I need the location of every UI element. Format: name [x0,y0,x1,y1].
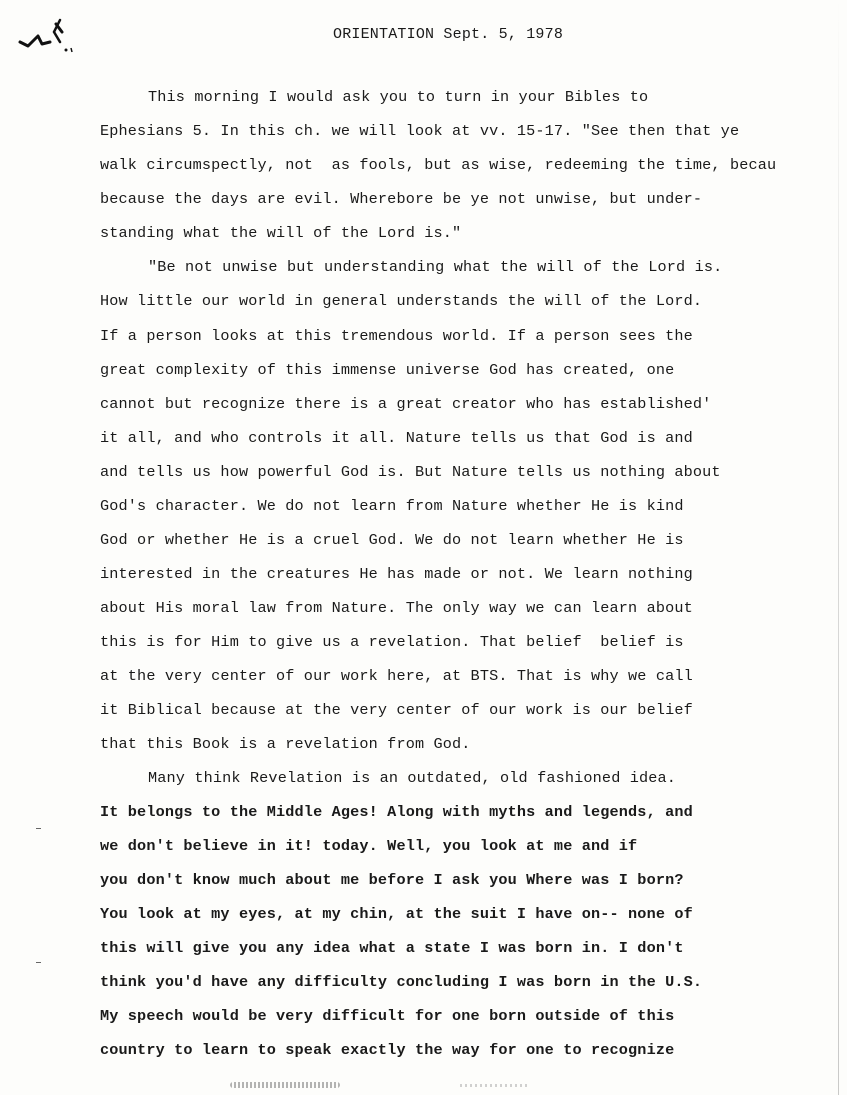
margin-mark [36,828,41,829]
text-line: standing what the will of the Lord is." [100,224,462,242]
text-line: If a person looks at this tremendous world. If a person sees the [100,327,693,345]
text-line: cannot but recognize there is a great creator who has established' [100,395,712,413]
text-line: It belongs to the Middle Ages! Along with myths and legends, and [100,803,693,821]
text-line: it Biblical because at the very center of our work is our belief [100,701,693,719]
text-line: country to learn to speak exactly the way for one to recognize [100,1041,675,1059]
text-line: My speech would be very difficult for one born outside of this [100,1007,675,1025]
text-line: and tells us how powerful God is. But Nature tells us nothing about [100,463,721,481]
scan-smudge [230,1082,340,1088]
text-line: walk circumspectly, not as fools, but as wise, redeeming the time, becau [100,156,777,174]
page-edge-shadow [838,0,839,1095]
scan-smudge [460,1084,530,1087]
text-line: You look at my eyes, at my chin, at the suit I have on-- none of [100,905,693,923]
text-line: God's character. We do not learn from Nature whether He is kind [100,497,684,515]
text-line: God or whether He is a cruel God. We do not learn whether He is [100,531,684,549]
text-line: it all, and who controls it all. Nature tells us that God is and [100,429,693,447]
page-title: ORIENTATION Sept. 5, 1978 [333,26,564,43]
text-line: this will give you any idea what a state I was born in. I don't [100,939,684,957]
text-line: that this Book is a revelation from God. [100,735,471,753]
text-line: about His moral law from Nature. The only way we can learn about [100,599,693,617]
text-line: Many think Revelation is an outdated, old fashioned idea. [148,769,677,787]
margin-mark [36,962,41,963]
text-line: interested in the creatures He has made or not. We learn nothing [100,565,693,583]
text-line: this is for Him to give us a revelation. That belief belief is [100,633,684,651]
text-line: we don't believe in it! today. Well, you look at me and if [100,837,638,855]
text-line: How little our world in general understands the will of the Lord. [100,292,703,310]
text-line: because the days are evil. Wherebore be ye not unwise, but under- [100,190,703,208]
text-line: at the very center of our work here, at BTS. That is why we call [100,667,693,685]
text-line: "Be not unwise but understanding what the will of the Lord is. [148,258,723,276]
text-line: think you'd have any difficulty concluding I was born in the U.S. [100,973,703,991]
text-line: Ephesians 5. In this ch. we will look at vv. 15-17. "See then that ye [100,122,740,140]
text-line: great complexity of this immense universe God has created, one [100,361,675,379]
text-line: you don't know much about me before I ask you Where was I born? [100,871,684,889]
text-line: This morning I would ask you to turn in your Bibles to [148,88,649,106]
